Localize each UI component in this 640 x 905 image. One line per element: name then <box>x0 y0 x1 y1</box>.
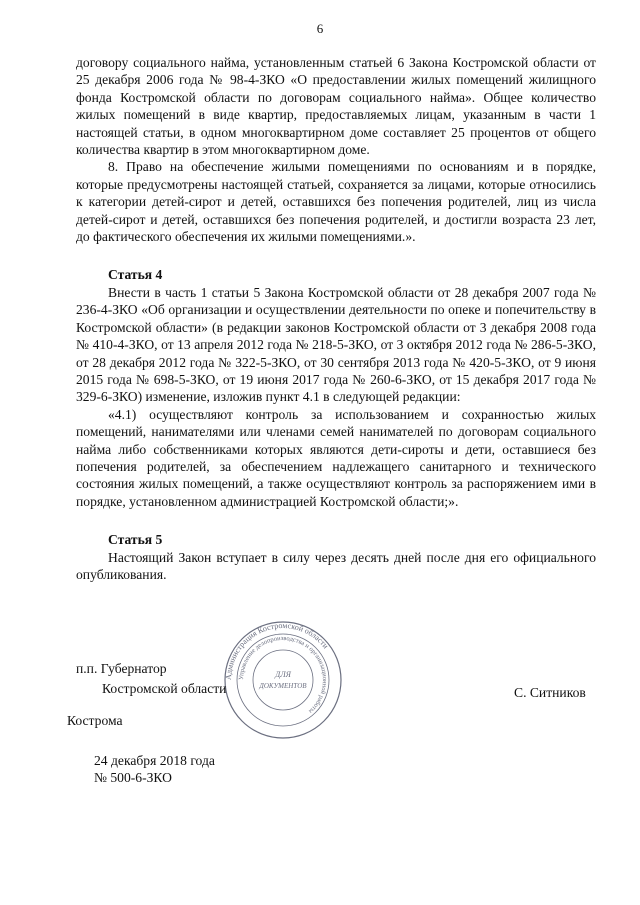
article-5-heading: Статья 5 <box>108 532 163 548</box>
seal-inner-text: Управление делопроизводства и организационной работы <box>237 634 329 715</box>
signatory-title: п.п. Губернатор <box>76 661 167 676</box>
place-of-signing: Кострома <box>67 713 123 728</box>
page-number: 6 <box>316 21 324 36</box>
signatory-region: Костромской области <box>102 681 227 696</box>
seal-outer-text: Администрация Костромской области <box>223 620 331 681</box>
signatory-name: С. Ситников <box>514 685 586 700</box>
official-seal-stamp <box>223 620 343 740</box>
seal-center-line2: ДОКУМЕНТОВ <box>259 682 307 690</box>
seal-center-line1: ДЛЯ <box>275 670 291 679</box>
signing-date: 24 декабря 2018 года <box>94 753 215 768</box>
document-body <box>76 54 596 583</box>
article-5-text: Настоящий Закон вступает в силу через десять дней после дня его официального опубликования. <box>76 549 596 582</box>
paragraph-item-8: 8. Право на обеспечение жилыми помещениями по основаниям и в порядке, которые предусмотрены настоящей статьей, сохраняется за лицами, которые относились к категории детей-сирот и детей, оставшихся без попечения родителей, лиц из числа детей-сирот и детей, оставшихся без попечения родителей, и достигли возраста 23 лет, до фактического обеспечения их жилыми помещениями.». <box>76 159 596 245</box>
law-number: № 500-6-ЗКО <box>94 770 172 786</box>
paragraph-continuation: договору социального найма, установленным статьей 6 Закона Костромской области от 25 декабря 2006 года № 98-4-ЗКО «О предоставлении жилых помещений жилищного фонда Костромской области по договорам социального найма». Общее количество жилых помещений в виде квартир, предоставляемых лицам, указанным в части 1 настоящей статьи, в одном многоквартирном доме составляет 25 процентов от общего количества квартир в этом многоквартирном доме. <box>76 55 596 158</box>
date-and-number <box>94 752 215 787</box>
article-4-text: Внести в часть 1 статьи 5 Закона Костромской области от 28 декабря 2007 года № 236-4-ЗКО «Об организации и осуществлении деятельности по опеке и попечительству в Костромской области» (в редакции законов Костромской области от 3 декабря 2008 года № 410-4-ЗКО, от 13 апреля 2012 года № 218-5-ЗКО, от 3 октября 2012 года № 286-5-ЗКО, от 28 декабря 2012 года № 322-5-ЗКО, от 30 сентября 2013 года № 420-5-ЗКО, от 9 июня 2015 года № 698-5-ЗКО, от 19 июня 2017 года № 260-6-ЗКО, от 15 декабря 2017 года № 329-6-ЗКО) изменение, изложив пункт 4.1 в следующей редакции: <box>76 284 596 405</box>
article-4-quote: «4.1) осуществляют контроль за использованием и сохранностью жилых помещений, нанимателями или членами семей нанимателей по договорам социального найма либо собственниками которых являются дети-сироты и дети, оставшиеся без попечения родителей, за обеспечением надлежащего санитарного и технического состояния жилых помещений, а также осуществляют контроль за распоряжением ими в порядке, установленном администрацией Костромской области;». <box>76 406 596 509</box>
article-4-heading: Статья 4 <box>108 267 163 283</box>
